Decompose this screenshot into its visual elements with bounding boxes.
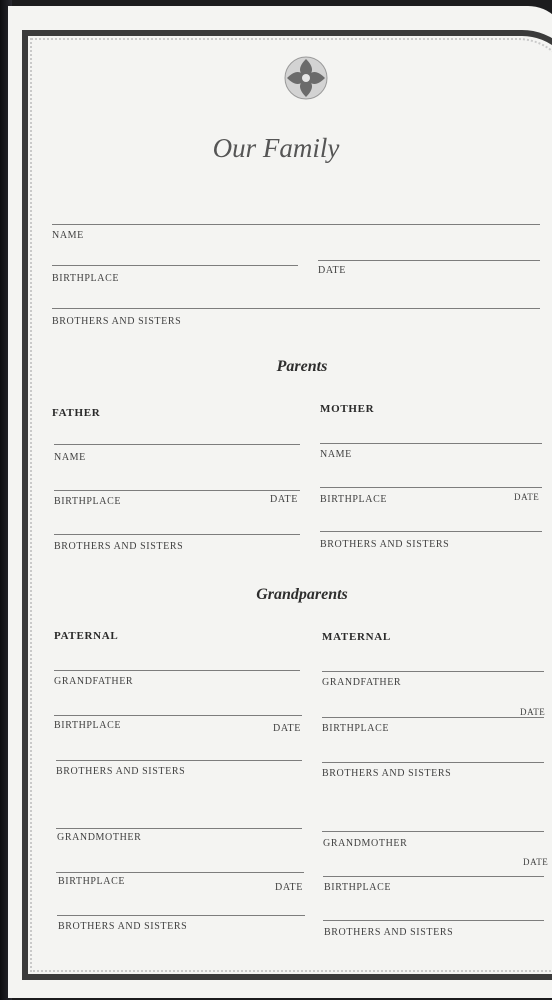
siblings-line[interactable] bbox=[52, 308, 540, 309]
maternal-gf-birthplace-line[interactable] bbox=[322, 717, 544, 718]
maternal-gf-siblings-label: BROTHERS AND SISTERS bbox=[322, 768, 452, 779]
father-birthplace-label: BIRTHPLACE bbox=[54, 496, 122, 507]
mother-siblings-label: BROTHERS AND SISTERS bbox=[320, 539, 450, 550]
father-heading: FATHER bbox=[52, 407, 101, 419]
paternal-gm-siblings-line[interactable] bbox=[57, 915, 305, 916]
mother-name-line[interactable] bbox=[320, 443, 542, 444]
paternal-grandfather-label: GRANDFATHER bbox=[54, 676, 134, 687]
maternal-gf-date-label: DATE bbox=[520, 707, 546, 717]
mother-date-label: DATE bbox=[514, 492, 540, 502]
mother-siblings-line[interactable] bbox=[320, 531, 542, 532]
paternal-grandfather-line[interactable] bbox=[54, 670, 300, 671]
paternal-gm-birthplace-line[interactable] bbox=[56, 872, 304, 873]
grandparents-heading: Grandparents bbox=[256, 586, 348, 603]
birthplace-label: BIRTHPLACE bbox=[52, 273, 120, 284]
paternal-gf-siblings-label: BROTHERS AND SISTERS bbox=[56, 766, 186, 777]
maternal-grandfather-label: GRANDFATHER bbox=[322, 677, 402, 688]
maternal-gf-birthplace-label: BIRTHPLACE bbox=[322, 723, 390, 734]
birthplace-line[interactable] bbox=[52, 265, 298, 266]
paternal-gm-siblings-label: BROTHERS AND SISTERS bbox=[58, 921, 188, 932]
father-name-label: NAME bbox=[54, 452, 86, 463]
paternal-gm-birthplace-label: BIRTHPLACE bbox=[58, 876, 126, 887]
maternal-heading: MATERNAL bbox=[322, 631, 391, 643]
date-label: DATE bbox=[318, 265, 346, 276]
father-siblings-line[interactable] bbox=[54, 534, 300, 535]
paternal-gm-date-label: DATE bbox=[275, 882, 303, 893]
page-title: Our Family bbox=[212, 133, 340, 163]
parents-heading: Parents bbox=[276, 358, 328, 375]
mother-heading: MOTHER bbox=[320, 403, 375, 415]
name-line[interactable] bbox=[52, 224, 540, 225]
maternal-gm-siblings-line[interactable] bbox=[323, 920, 544, 921]
paternal-heading: PATERNAL bbox=[54, 630, 119, 642]
maternal-grandmother-line[interactable] bbox=[322, 831, 544, 832]
paternal-gf-siblings-line[interactable] bbox=[56, 760, 302, 761]
siblings-label: BROTHERS AND SISTERS bbox=[52, 316, 182, 327]
paternal-gf-birthplace-label: BIRTHPLACE bbox=[54, 720, 122, 731]
paternal-gf-birthplace-line[interactable] bbox=[54, 715, 302, 716]
maternal-gm-birthplace-label: BIRTHPLACE bbox=[324, 882, 392, 893]
father-date-label: DATE bbox=[270, 494, 298, 505]
maternal-gm-birthplace-line[interactable] bbox=[323, 876, 544, 877]
mother-name-label: NAME bbox=[320, 449, 352, 460]
name-label: NAME bbox=[52, 230, 84, 241]
maternal-grandfather-line[interactable] bbox=[322, 671, 544, 672]
mother-birthplace-line[interactable] bbox=[320, 487, 542, 488]
date-line[interactable] bbox=[318, 260, 540, 261]
paternal-gf-date-label: DATE bbox=[273, 723, 301, 734]
quatrefoil-flower-icon bbox=[283, 55, 329, 101]
maternal-gm-siblings-label: BROTHERS AND SISTERS bbox=[324, 927, 454, 938]
maternal-gf-siblings-line[interactable] bbox=[322, 762, 544, 763]
father-siblings-label: BROTHERS AND SISTERS bbox=[54, 541, 184, 552]
father-name-line[interactable] bbox=[54, 444, 300, 445]
mother-birthplace-label: BIRTHPLACE bbox=[320, 494, 388, 505]
paternal-grandmother-label: GRANDMOTHER bbox=[57, 832, 142, 843]
maternal-grandmother-label: GRANDMOTHER bbox=[323, 838, 408, 849]
father-birthplace-line[interactable] bbox=[54, 490, 300, 491]
paternal-grandmother-line[interactable] bbox=[56, 828, 302, 829]
maternal-gm-date-label: DATE bbox=[523, 857, 549, 867]
